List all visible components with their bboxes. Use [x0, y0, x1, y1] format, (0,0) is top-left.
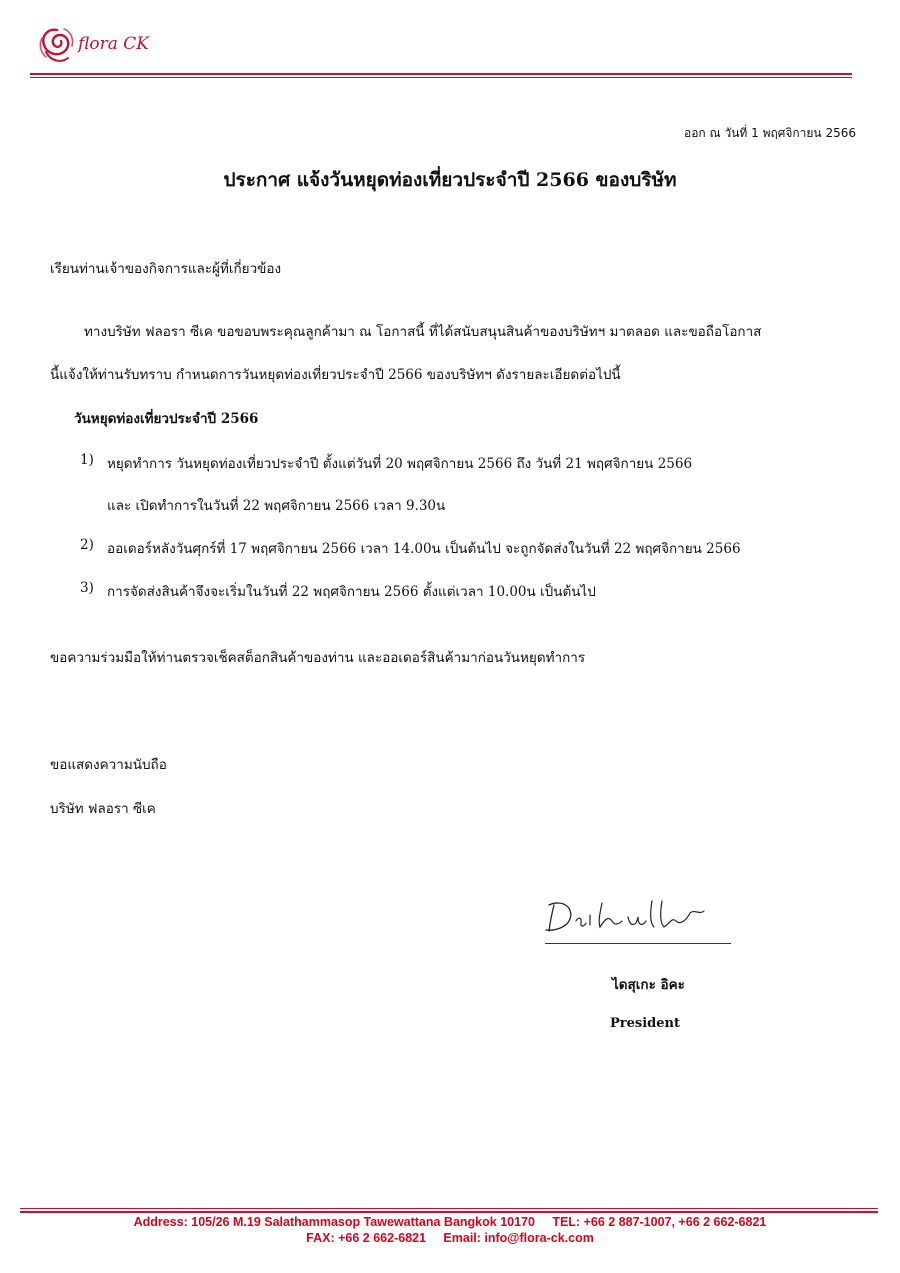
- company-logo: [38, 24, 168, 66]
- footer-address: Address: 105/26 M.19 Salathammasop Tawewattana Bangkok 10170 TEL: +66 2 887-1007, +66 2 662-6821: [133, 1215, 767, 1229]
- logo-text: flora CK: [78, 34, 149, 54]
- body-paragraph-line-1: ทางบริษัท ฟลอรา ซีเค ขอขอบพระคุณลูกค้ามา ณ โอกาสนี้ ที่ได้สนับสนุนสินค้าของบริษัทฯ มาตลอด และขอถือโอกาส: [84, 324, 762, 340]
- list-item-text: ออเดอร์หลังวันศุกร์ที่ 17 พฤศจิกายน 2566 เวลา 14.00น เป็นต้นไป จะถูกจัดส่งในวันที่ 22 พฤศจิกายน 2566: [107, 541, 741, 557]
- company-name: บริษัท ฟลอรา ซีเค: [50, 801, 156, 817]
- list-item-number: 1): [80, 452, 94, 468]
- body-paragraph-line-2: นี้แจ้งให้ท่านรับทราบ กำหนดการวันหยุดท่องเที่ยวประจำปี 2566 ของบริษัทฯ ดังรายละเอียดต่อไปนี้: [50, 367, 621, 383]
- footer-contact: FAX: +66 2 662-6821 Email: info@flora-ck.com: [306, 1231, 594, 1245]
- closing-request: ขอความร่วมมือให้ท่านตรวจเช็คสต็อกสินค้าของท่าน และออเดอร์สินค้ามาก่อนวันหยุดทำการ: [50, 650, 586, 666]
- list-item-number: 2): [80, 537, 94, 553]
- list-item-text-continued: และ เปิดทำการในวันที่ 22 พฤศจิกายน 2566 เวลา 9.30น: [107, 498, 446, 514]
- issue-date: ออก ณ วันที่ 1 พฤศจิกายน 2566: [684, 126, 856, 140]
- footer-rule-bottom: [20, 1211, 878, 1213]
- header-rule-bottom: [30, 77, 852, 78]
- list-item-text: หยุดทำการ วันหยุดท่องเที่ยวประจำปี ตั้งแต่วันที่ 20 พฤศจิกายน 2566 ถึง วันที่ 21 พฤศจิกายน 2566: [107, 456, 693, 472]
- holiday-subheading: วันหยุดท่องเที่ยวประจำปี 2566: [74, 411, 259, 427]
- footer-rule-top: [20, 1208, 878, 1209]
- header-rule-top: [30, 73, 852, 75]
- signature-line: [545, 943, 731, 944]
- signer-name: ไดสุเกะ อิคะ: [612, 977, 685, 993]
- list-item-number: 3): [80, 580, 94, 596]
- rose-icon: [38, 24, 76, 66]
- list-item-text: การจัดส่งสินค้าจึงจะเริ่มในวันที่ 22 พฤศจิกายน 2566 ตั้งแต่เวลา 10.00น เป็นต้นไป: [107, 584, 596, 600]
- salutation: เรียนท่านเจ้าของกิจการและผู้ที่เกี่ยวข้อง: [50, 261, 282, 277]
- signature: [540, 893, 740, 943]
- document-title: ประกาศ แจ้งวันหยุดท่องเที่ยวประจำปี 2566 ของบริษัท: [223, 169, 677, 191]
- regards: ขอแสดงความนับถือ: [50, 757, 167, 773]
- signer-title: President: [610, 1016, 680, 1031]
